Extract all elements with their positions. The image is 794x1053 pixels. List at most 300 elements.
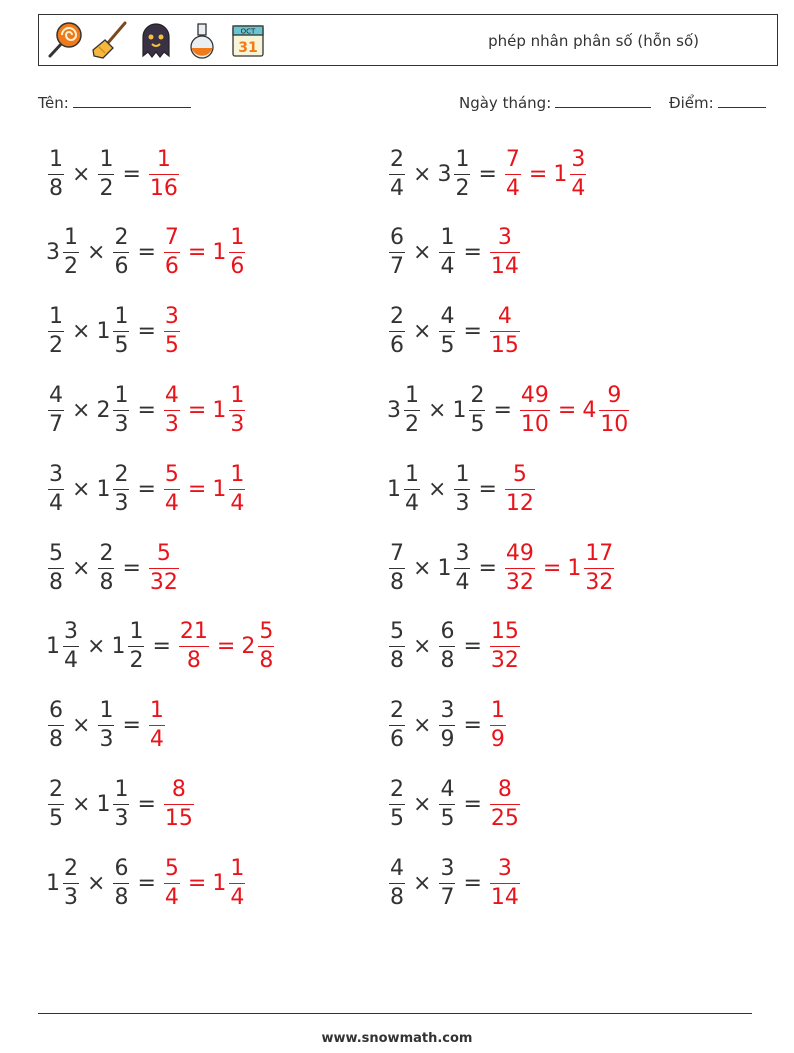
name-field[interactable] xyxy=(38,93,191,112)
operand-a-denominator: 8 xyxy=(49,727,63,753)
answer-equals-sign: = xyxy=(528,161,548,187)
operand-b xyxy=(437,621,457,672)
operand-a-denominator: 8 xyxy=(390,648,404,674)
answer-equals-sign: = xyxy=(187,240,207,266)
operand-a-fraction xyxy=(48,700,64,751)
answer xyxy=(518,382,631,437)
answer-part-denominator: 8 xyxy=(259,648,274,674)
operand-b-numerator: 1 xyxy=(99,698,114,724)
operand-b-numerator: 1 xyxy=(440,225,455,251)
operand-b-numerator: 2 xyxy=(114,225,129,251)
answer xyxy=(488,700,508,751)
score-field[interactable] xyxy=(669,93,766,112)
operand-b xyxy=(96,540,116,595)
operand-b-fraction xyxy=(98,540,114,595)
operand-a-whole: 1 xyxy=(46,634,60,660)
problem-item xyxy=(387,222,522,284)
answer-part-fraction xyxy=(490,227,520,278)
operand-b-denominator: 3 xyxy=(455,490,470,516)
date-field[interactable] xyxy=(459,93,651,112)
operand-b-fraction xyxy=(113,306,129,357)
operand-b-denominator: 3 xyxy=(114,805,129,831)
operand-a xyxy=(46,855,81,910)
answer-part-whole: 2 xyxy=(241,634,256,660)
answer-part xyxy=(518,382,552,437)
answer-part-numerator: 1 xyxy=(230,461,245,487)
operand-b-denominator: 3 xyxy=(99,727,114,753)
operand-b-fraction xyxy=(439,776,455,831)
operand-a-fraction xyxy=(389,621,405,672)
answer-part-fraction xyxy=(229,855,245,910)
answer-part-denominator: 4 xyxy=(164,884,179,910)
answer xyxy=(503,461,537,516)
answer-part-fraction xyxy=(164,776,194,831)
operand-a xyxy=(46,227,81,278)
operand-b-whole: 1 xyxy=(437,555,452,581)
operand-a-denominator: 3 xyxy=(64,884,78,910)
date-blank[interactable] xyxy=(555,93,651,108)
calendar-oct-31-icon xyxy=(229,20,267,60)
answer xyxy=(162,382,247,437)
operand-a-denominator: 2 xyxy=(49,333,63,359)
operand-a-numerator: 5 xyxy=(390,619,404,645)
operand-b-fraction xyxy=(439,700,455,751)
answer-part-numerator: 21 xyxy=(179,619,208,645)
operand-a-denominator: 7 xyxy=(390,254,404,280)
operand-a xyxy=(46,306,66,357)
operand-b-numerator: 2 xyxy=(470,382,485,408)
operand-a-numerator: 4 xyxy=(49,382,63,408)
answer-part-numerator: 8 xyxy=(497,776,512,802)
problem-item xyxy=(387,301,522,363)
answer-part xyxy=(177,621,211,672)
equals-sign: = xyxy=(478,161,497,187)
operand-a-fraction xyxy=(63,855,79,910)
equals-sign: = xyxy=(463,870,482,896)
operand-a-fraction xyxy=(63,621,79,672)
operand-a xyxy=(46,700,66,751)
operand-b-fraction xyxy=(439,855,455,910)
score-blank[interactable] xyxy=(718,93,766,108)
problem-item xyxy=(46,616,276,678)
times-sign: × xyxy=(72,319,91,345)
equals-sign: = xyxy=(137,319,156,345)
footer-divider xyxy=(38,1013,752,1014)
operand-a-numerator: 2 xyxy=(64,855,78,881)
operand-a-denominator: 8 xyxy=(390,884,404,910)
answer-part-fraction xyxy=(599,382,629,437)
operand-a xyxy=(387,461,422,516)
times-sign: × xyxy=(413,319,432,345)
equals-sign: = xyxy=(137,870,156,896)
operand-b xyxy=(437,855,457,910)
operand-a-denominator: 7 xyxy=(49,411,63,437)
problem-item xyxy=(387,379,631,441)
operand-b-fraction xyxy=(439,306,455,357)
operand-b-numerator: 3 xyxy=(440,855,455,881)
answer-part-denominator: 4 xyxy=(149,727,164,753)
answer-part-fraction xyxy=(584,540,614,595)
answer-part-denominator: 15 xyxy=(490,333,519,359)
answer-part-numerator: 1 xyxy=(230,855,245,881)
operand-a-fraction xyxy=(389,227,405,278)
operand-a-numerator: 2 xyxy=(390,776,404,802)
answer-part xyxy=(503,146,523,201)
operand-b-numerator: 1 xyxy=(455,146,470,172)
operand-b-denominator: 8 xyxy=(440,648,455,674)
operand-b xyxy=(96,306,131,357)
operand-b-numerator: 1 xyxy=(114,776,129,802)
answer-equals-sign: = xyxy=(542,555,562,581)
answer-part-numerator: 17 xyxy=(585,540,614,566)
operand-b-numerator: 1 xyxy=(114,304,129,330)
answer-part-denominator: 8 xyxy=(186,648,201,674)
operand-a xyxy=(387,540,407,595)
answer-part-denominator: 9 xyxy=(490,727,505,753)
answer-part-denominator: 4 xyxy=(230,490,245,516)
operand-b-whole: 1 xyxy=(452,397,467,423)
answer-part-fraction xyxy=(490,855,520,910)
operand-a xyxy=(387,621,407,672)
answer xyxy=(147,146,181,201)
answer-part xyxy=(488,621,522,672)
operand-b xyxy=(437,700,457,751)
operand-a-numerator: 6 xyxy=(49,698,63,724)
operand-a xyxy=(387,776,407,831)
problem-item xyxy=(387,773,522,835)
operand-b xyxy=(437,306,457,357)
answer-part-denominator: 4 xyxy=(571,175,586,201)
problem-item xyxy=(387,695,508,757)
operand-a-fraction xyxy=(48,306,64,357)
answer-part xyxy=(147,700,167,751)
operand-a-numerator: 5 xyxy=(49,540,63,566)
answer-part-denominator: 32 xyxy=(490,648,519,674)
lollipop-icon xyxy=(45,20,83,60)
score-label: Điểm: xyxy=(669,94,714,112)
operand-a-denominator: 6 xyxy=(390,727,404,753)
operand-b xyxy=(437,540,472,595)
answer xyxy=(162,855,247,910)
answer-equals-sign: = xyxy=(187,397,207,423)
operand-a-whole: 1 xyxy=(387,476,401,502)
answer-part xyxy=(488,855,522,910)
answer-part-whole: 1 xyxy=(212,476,227,502)
operand-b-denominator: 9 xyxy=(440,727,455,753)
answer-part-fraction xyxy=(505,461,535,516)
answer-part-fraction xyxy=(229,227,245,278)
operand-b-numerator: 1 xyxy=(129,619,144,645)
times-sign: × xyxy=(413,791,432,817)
operand-a-denominator: 4 xyxy=(49,490,63,516)
operand-b-fraction xyxy=(113,227,129,278)
answer-part xyxy=(488,776,522,831)
operand-b-numerator: 3 xyxy=(455,540,470,566)
equals-sign: = xyxy=(463,713,482,739)
operand-b xyxy=(111,227,131,278)
operand-b-fraction xyxy=(128,621,144,672)
equals-sign: = xyxy=(122,161,141,187)
answer xyxy=(488,776,522,831)
equals-sign: = xyxy=(137,476,156,502)
equals-sign: = xyxy=(463,791,482,817)
operand-a xyxy=(46,540,66,595)
answer xyxy=(488,227,522,278)
answer-part-fraction xyxy=(229,382,245,437)
answer-part xyxy=(488,700,508,751)
answer-part-denominator: 4 xyxy=(505,175,520,201)
operand-b-denominator: 5 xyxy=(440,333,455,359)
answer-part xyxy=(162,227,182,278)
answer-part xyxy=(582,382,631,437)
answer-part-fraction xyxy=(490,621,520,672)
answer-part-fraction xyxy=(505,540,535,595)
answer-part-fraction xyxy=(149,700,165,751)
answer-part-whole: 1 xyxy=(212,240,227,266)
operand-b-numerator: 2 xyxy=(114,461,129,487)
operand-a-numerator: 2 xyxy=(390,698,404,724)
operand-b-fraction xyxy=(98,146,114,201)
times-sign: × xyxy=(87,634,106,660)
answer-part-denominator: 4 xyxy=(230,884,245,910)
answer-part-denominator: 6 xyxy=(230,254,245,280)
operand-a xyxy=(387,700,407,751)
operand-a-numerator: 4 xyxy=(390,855,404,881)
equals-sign: = xyxy=(137,791,156,817)
operand-a-denominator: 6 xyxy=(390,333,404,359)
operand-a xyxy=(387,855,407,910)
operand-a-fraction xyxy=(389,776,405,831)
answer-part xyxy=(162,306,182,357)
operand-a xyxy=(46,621,81,672)
operand-b-denominator: 8 xyxy=(99,569,114,595)
answer xyxy=(177,621,276,672)
operand-b-denominator: 7 xyxy=(440,884,455,910)
answer-part xyxy=(503,461,537,516)
operand-b-fraction xyxy=(454,540,470,595)
answer-part-denominator: 32 xyxy=(505,569,534,595)
answer-part-denominator: 14 xyxy=(490,884,519,910)
operand-a-denominator: 8 xyxy=(49,175,63,201)
operand-b-denominator: 6 xyxy=(114,254,129,280)
name-blank[interactable] xyxy=(73,93,191,108)
operand-a-denominator: 8 xyxy=(390,569,404,595)
operand-a-numerator: 1 xyxy=(49,304,63,330)
times-sign: × xyxy=(72,476,91,502)
times-sign: × xyxy=(413,240,432,266)
answer-part xyxy=(147,540,181,595)
answer-part-fraction xyxy=(490,306,520,357)
answer-part xyxy=(212,855,247,910)
operand-a-denominator: 2 xyxy=(64,254,78,280)
answer-part xyxy=(553,146,588,201)
times-sign: × xyxy=(413,713,432,739)
operand-b-whole: 1 xyxy=(96,476,111,502)
equals-sign: = xyxy=(463,240,482,266)
answer-part-denominator: 10 xyxy=(520,411,549,437)
operand-b-numerator: 6 xyxy=(114,855,129,881)
answer-part xyxy=(162,855,182,910)
answer-part-fraction xyxy=(149,540,179,595)
answer-part xyxy=(212,382,247,437)
operand-a-numerator: 1 xyxy=(64,225,78,251)
operand-a-fraction xyxy=(389,855,405,910)
operand-a xyxy=(387,382,422,437)
equals-sign: = xyxy=(463,634,482,660)
operand-b xyxy=(437,227,457,278)
times-sign: × xyxy=(72,555,91,581)
answer-part-denominator: 12 xyxy=(505,490,534,516)
times-sign: × xyxy=(72,791,91,817)
answer-part-denominator: 32 xyxy=(149,569,178,595)
answer xyxy=(162,461,247,516)
problem-item xyxy=(46,143,181,205)
operand-b-whole: 3 xyxy=(437,161,452,187)
equals-sign: = xyxy=(463,319,482,345)
answer-part-numerator: 7 xyxy=(164,225,179,251)
operand-b-whole: 1 xyxy=(96,791,111,817)
answer-part-whole: 1 xyxy=(212,870,227,896)
operand-a-denominator: 5 xyxy=(49,805,63,831)
operand-b-numerator: 4 xyxy=(440,304,455,330)
operand-a-fraction xyxy=(404,382,420,437)
operand-b-numerator: 2 xyxy=(99,540,114,566)
operand-b xyxy=(111,621,146,672)
operand-b-numerator: 1 xyxy=(114,382,129,408)
operand-a-denominator: 4 xyxy=(405,490,419,516)
equals-sign: = xyxy=(478,555,497,581)
problem-item xyxy=(387,616,522,678)
answer-part-fraction xyxy=(490,700,506,751)
answer-part-numerator: 7 xyxy=(505,146,520,172)
operand-b-fraction xyxy=(439,621,455,672)
operand-b-denominator: 3 xyxy=(114,411,129,437)
answer-part-numerator: 3 xyxy=(497,855,512,881)
operand-a-numerator: 3 xyxy=(49,461,63,487)
answer-part-numerator: 1 xyxy=(149,698,164,724)
equals-sign: = xyxy=(493,397,512,423)
problem-item xyxy=(387,143,588,205)
answer-part xyxy=(488,227,522,278)
answer xyxy=(488,855,522,910)
operand-b-whole: 1 xyxy=(96,319,111,345)
operand-b-fraction xyxy=(98,700,114,751)
operand-b-denominator: 2 xyxy=(99,175,114,201)
answer-part-numerator: 9 xyxy=(607,382,622,408)
answer-part xyxy=(162,461,182,516)
problem-item xyxy=(387,852,522,914)
answer-part-numerator: 3 xyxy=(497,225,512,251)
operand-b-numerator: 3 xyxy=(440,698,455,724)
problem-item xyxy=(46,852,247,914)
operand-a-numerator: 2 xyxy=(49,776,63,802)
answer-part-denominator: 3 xyxy=(230,411,245,437)
operand-b-denominator: 2 xyxy=(455,175,470,201)
answer-part-fraction xyxy=(164,382,180,437)
operand-a-fraction xyxy=(48,540,64,595)
operand-a xyxy=(46,146,66,201)
answer-part xyxy=(488,306,522,357)
worksheet-title: phép nhân phân số (hỗn số) xyxy=(488,32,699,50)
answer-part-numerator: 5 xyxy=(512,461,527,487)
operand-a-fraction xyxy=(404,461,420,516)
operand-b-fraction xyxy=(113,461,129,516)
problem-item xyxy=(46,537,181,599)
worksheet-header xyxy=(38,14,778,66)
answer-part-whole: 1 xyxy=(567,555,582,581)
operand-a-fraction xyxy=(389,700,405,751)
problem-item xyxy=(387,537,616,599)
times-sign: × xyxy=(87,870,106,896)
operand-a xyxy=(387,146,407,201)
operand-a-numerator: 7 xyxy=(390,540,404,566)
answer-part-fraction xyxy=(179,621,209,672)
problem-item xyxy=(46,458,247,520)
operand-a xyxy=(46,776,66,831)
operand-b-denominator: 5 xyxy=(114,333,129,359)
answer-part-fraction xyxy=(164,461,180,516)
answer-part-numerator: 3 xyxy=(164,304,179,330)
times-sign: × xyxy=(72,713,91,739)
operand-a-numerator: 1 xyxy=(405,382,419,408)
operand-a-numerator: 2 xyxy=(390,146,404,172)
answer-part xyxy=(503,540,537,595)
operand-b xyxy=(437,776,457,831)
operand-a xyxy=(46,461,66,516)
answer-equals-sign: = xyxy=(187,476,207,502)
equals-sign: = xyxy=(122,713,141,739)
answer-part-numerator: 4 xyxy=(497,304,512,330)
operand-b xyxy=(111,855,131,910)
svg-text:31: 31 xyxy=(238,40,258,56)
operand-a-numerator: 6 xyxy=(390,225,404,251)
operand-a-denominator: 4 xyxy=(390,175,404,201)
answer xyxy=(162,306,182,357)
problem-item xyxy=(46,379,247,441)
header-icons xyxy=(45,20,267,60)
operand-b-fraction xyxy=(439,227,455,278)
equals-sign: = xyxy=(478,476,497,502)
operand-a xyxy=(387,306,407,357)
operand-b-denominator: 2 xyxy=(129,648,144,674)
problem-item xyxy=(46,695,167,757)
answer-equals-sign: = xyxy=(187,870,207,896)
problem-item xyxy=(46,222,247,284)
answer-part-denominator: 6 xyxy=(164,254,179,280)
times-sign: × xyxy=(87,240,106,266)
operand-b xyxy=(452,382,487,437)
footer-url: www.snowmath.com xyxy=(321,1031,473,1046)
name-label: Tên: xyxy=(38,94,69,112)
problem-item xyxy=(387,458,537,520)
operand-a-fraction xyxy=(48,776,64,831)
answer-part-fraction xyxy=(505,146,521,201)
ghost-icon xyxy=(137,20,175,60)
operand-b-numerator: 6 xyxy=(440,619,455,645)
answer xyxy=(488,621,522,672)
answer-part-denominator: 4 xyxy=(164,490,179,516)
operand-a-denominator: 4 xyxy=(64,648,78,674)
answer-part-denominator: 10 xyxy=(600,411,629,437)
problem-item xyxy=(46,773,196,835)
answer xyxy=(147,540,181,595)
answer-part-fraction xyxy=(490,776,520,831)
times-sign: × xyxy=(428,397,447,423)
answer xyxy=(503,146,588,201)
answer-part-numerator: 1 xyxy=(230,225,245,251)
equals-sign: = xyxy=(137,397,156,423)
equals-sign: = xyxy=(137,240,156,266)
